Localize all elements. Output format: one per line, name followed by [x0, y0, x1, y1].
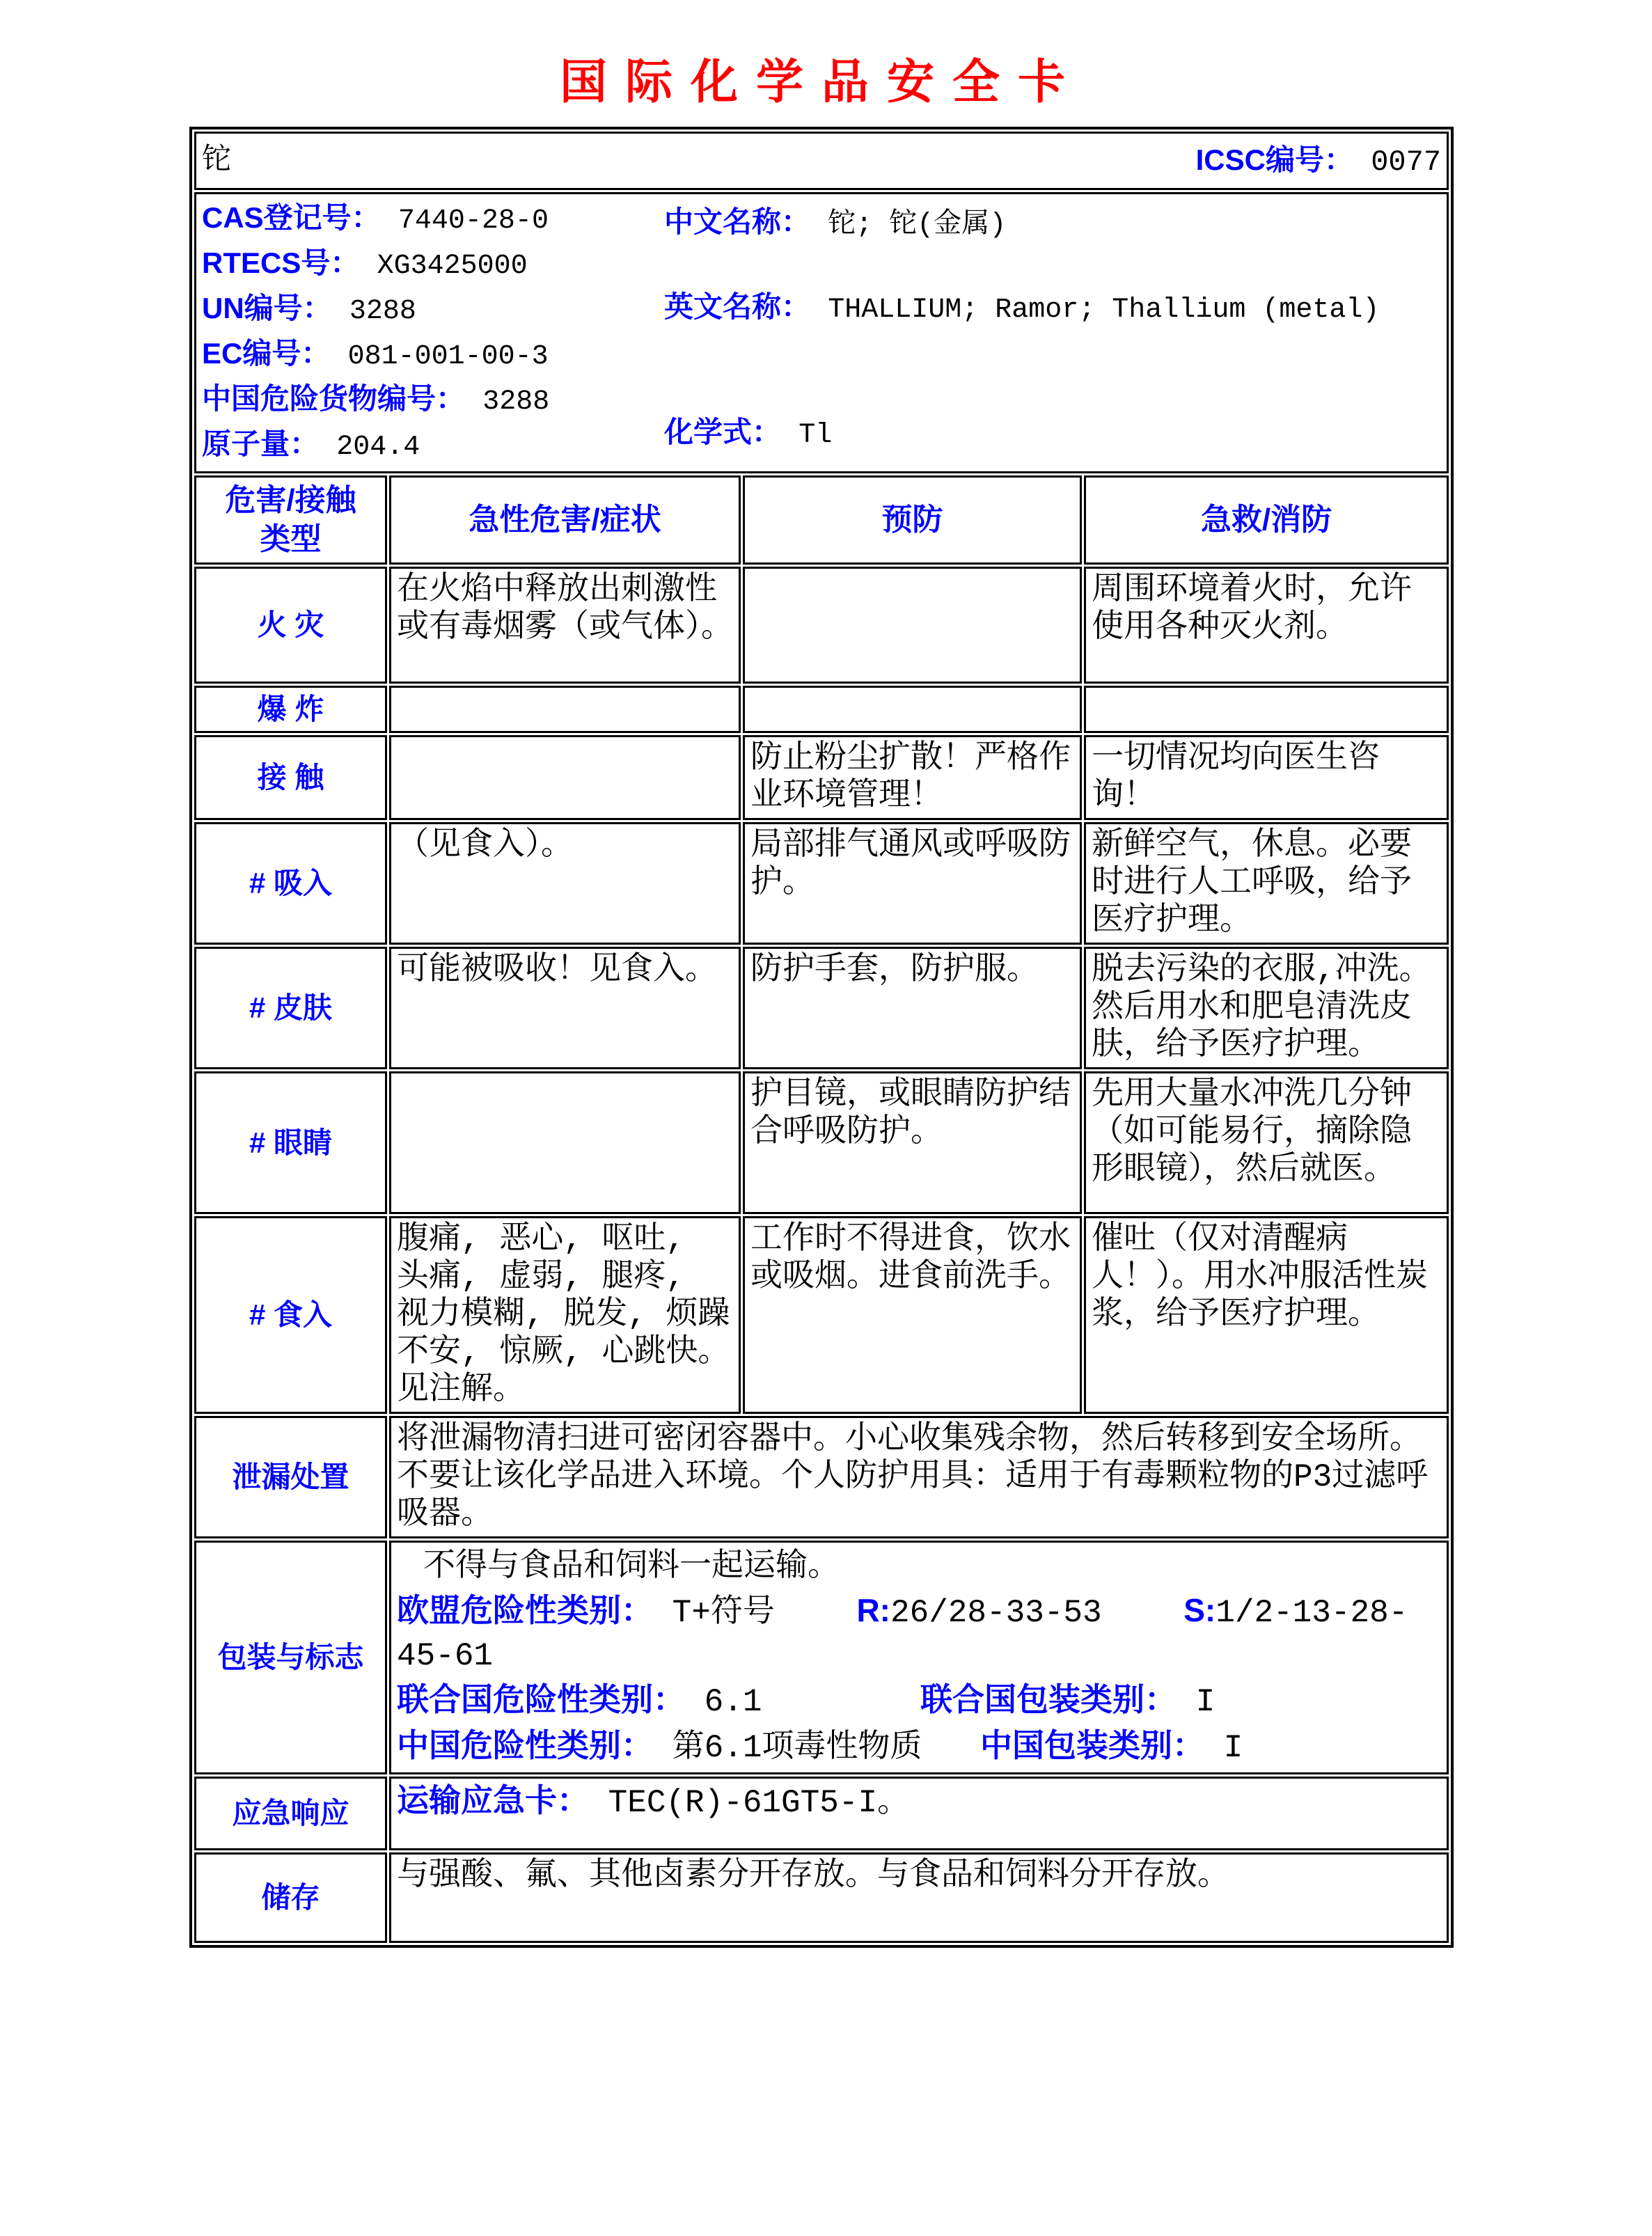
explosion-first-aid — [1084, 686, 1449, 733]
eyes-symptoms — [389, 1071, 741, 1214]
page-title: 国际化学品安全卡 — [559, 56, 1083, 109]
inhalation-symptoms: （见食入）。 — [389, 822, 741, 945]
cn-hazard-class-line: 中国危险性类别： 第6.1项毒性物质 中国包装类别： I — [397, 1727, 1243, 1766]
un-number: UN编号： 3288 — [202, 292, 416, 327]
fire-first-aid: 周围环境着火时，允许使用各种灭火剂。 — [1084, 567, 1449, 684]
ingestion-symptoms: 腹痛, 恶心, 呕吐, 头痛, 虚弱, 腿疼, 视力模糊, 脱发, 烦躁不安, 惊厥, 心跳快。见注解。 — [389, 1216, 741, 1414]
icsc-number-label: ICSC编号： — [1195, 143, 1353, 176]
transport-card-label: 运输应急卡： — [397, 1782, 589, 1818]
cas-number: CAS登记号： 7440-28-0 — [202, 201, 549, 237]
substance-cell — [194, 132, 1449, 190]
china-dg-number: 中国危险货物编号： 3288 — [202, 382, 550, 418]
contact-label: 接 触 — [194, 735, 387, 820]
ingestion-row — [194, 1216, 1449, 1414]
packaging-row — [194, 1541, 1449, 1774]
transport-card-value: TEC(R)-61GT5-I。 — [608, 1785, 910, 1821]
fire-prevention — [743, 567, 1082, 684]
spill-row — [194, 1416, 1449, 1538]
ec-number: EC编号： 081-001-00-3 — [202, 337, 549, 372]
emergency-label: 应急响应 — [194, 1777, 387, 1850]
storage-text: 与强酸、氟、其他卤素分开存放。与食品和饲料分开存放。 — [389, 1852, 1449, 1943]
inhalation-row — [194, 822, 1449, 945]
fire-label: 火 灾 — [194, 567, 387, 684]
emergency-content — [389, 1777, 1449, 1850]
eyes-row — [194, 1071, 1449, 1214]
ingestion-prevention: 工作时不得进食，饮水或吸烟。进食前洗手。 — [743, 1216, 1082, 1414]
chinese-name: 中文名称： 铊; 铊(金属) — [664, 205, 1007, 241]
hazard-header-row — [194, 475, 1449, 565]
skin-row — [194, 947, 1449, 1069]
packaging-content — [389, 1541, 1449, 1774]
skin-first-aid: 脱去污染的衣服,冲洗。然后用水和肥皂清洗皮肤，给予医疗护理。 — [1084, 947, 1449, 1069]
icsc-number-value: 0077 — [1371, 145, 1442, 179]
eyes-first-aid: 先用大量水冲洗几分钟（如可能易行，摘除隐形眼镜），然后就医。 — [1084, 1071, 1449, 1214]
explosion-symptoms — [389, 686, 741, 733]
chemical-formula: 化学式： Tl — [664, 416, 833, 451]
eyes-prevention: 护目镜，或眼睛防护结合呼吸防护。 — [743, 1071, 1082, 1214]
spill-label: 泄漏处置 — [194, 1416, 387, 1538]
header-hazard-type: 危害/接触 类型 — [194, 475, 387, 565]
substance-name: 铊 — [202, 144, 232, 178]
spill-text: 将泄漏物清扫进可密闭容器中。小心收集残余物，然后转移到安全场所。不要让该化学品进入环境。个人防护用具：适用于有毒颗粒物的P3过滤呼吸器。 — [389, 1416, 1449, 1538]
explosion-row — [194, 686, 1449, 733]
packaging-label: 包装与标志 — [194, 1541, 387, 1774]
header-acute-hazards: 急性危害/症状 — [389, 475, 741, 565]
contact-row — [194, 735, 1449, 820]
contact-prevention: 防止粉尘扩散！严格作业环境管理！ — [743, 735, 1082, 820]
skin-label: # 皮肤 — [194, 947, 387, 1069]
icsc-card-table — [189, 127, 1454, 1948]
ingestion-label: # 食入 — [194, 1216, 387, 1414]
contact-symptoms — [389, 735, 741, 820]
inhalation-label: # 吸入 — [194, 822, 387, 945]
explosion-label: 爆 炸 — [194, 686, 387, 733]
identification-cell — [194, 192, 1449, 473]
skin-symptoms: 可能被吸收！见食入。 — [389, 947, 741, 1069]
fire-symptoms: 在火焰中释放出刺激性或有毒烟雾（或气体）。 — [389, 567, 741, 684]
emergency-row — [194, 1777, 1449, 1850]
eu-hazard-class-line: 欧盟危险性类别： T+符号 R:26/28-33-53 S:1/2-13-28-45-61 — [397, 1592, 1408, 1674]
icsc-number — [1196, 141, 1441, 181]
header-prevention: 预防 — [743, 475, 1082, 565]
eyes-label: # 眼睛 — [194, 1071, 387, 1214]
english-name: 英文名称： THALLIUM; Ramor; Thallium (metal) — [664, 290, 1380, 326]
skin-prevention: 防护手套，防护服。 — [743, 947, 1082, 1069]
un-hazard-class-line: 联合国危险性类别： 6.1 联合国包装类别： I — [397, 1681, 1216, 1720]
identification-row — [194, 192, 1449, 473]
ingestion-first-aid: 催吐（仅对清醒病人！）。用水冲服活性炭浆，给予医疗护理。 — [1084, 1216, 1449, 1414]
fire-row — [194, 567, 1449, 684]
explosion-prevention — [743, 686, 1082, 733]
substance-row — [194, 132, 1449, 190]
inhalation-first-aid: 新鲜空气，休息。必要时进行人工呼吸，给予医疗护理。 — [1084, 822, 1449, 945]
contact-first-aid: 一切情况均向医生咨询！ — [1084, 735, 1449, 820]
header-first-aid: 急救/消防 — [1084, 475, 1449, 565]
storage-label: 储存 — [194, 1852, 387, 1943]
storage-row — [194, 1852, 1449, 1943]
transport-note: 不得与食品和饲料一起运输。 — [423, 1549, 840, 1585]
rtecs-number: RTECS号： XG3425000 — [202, 246, 528, 282]
atomic-mass: 原子量： 204.4 — [202, 427, 420, 463]
inhalation-prevention: 局部排气通风或呼吸防护。 — [743, 822, 1082, 945]
